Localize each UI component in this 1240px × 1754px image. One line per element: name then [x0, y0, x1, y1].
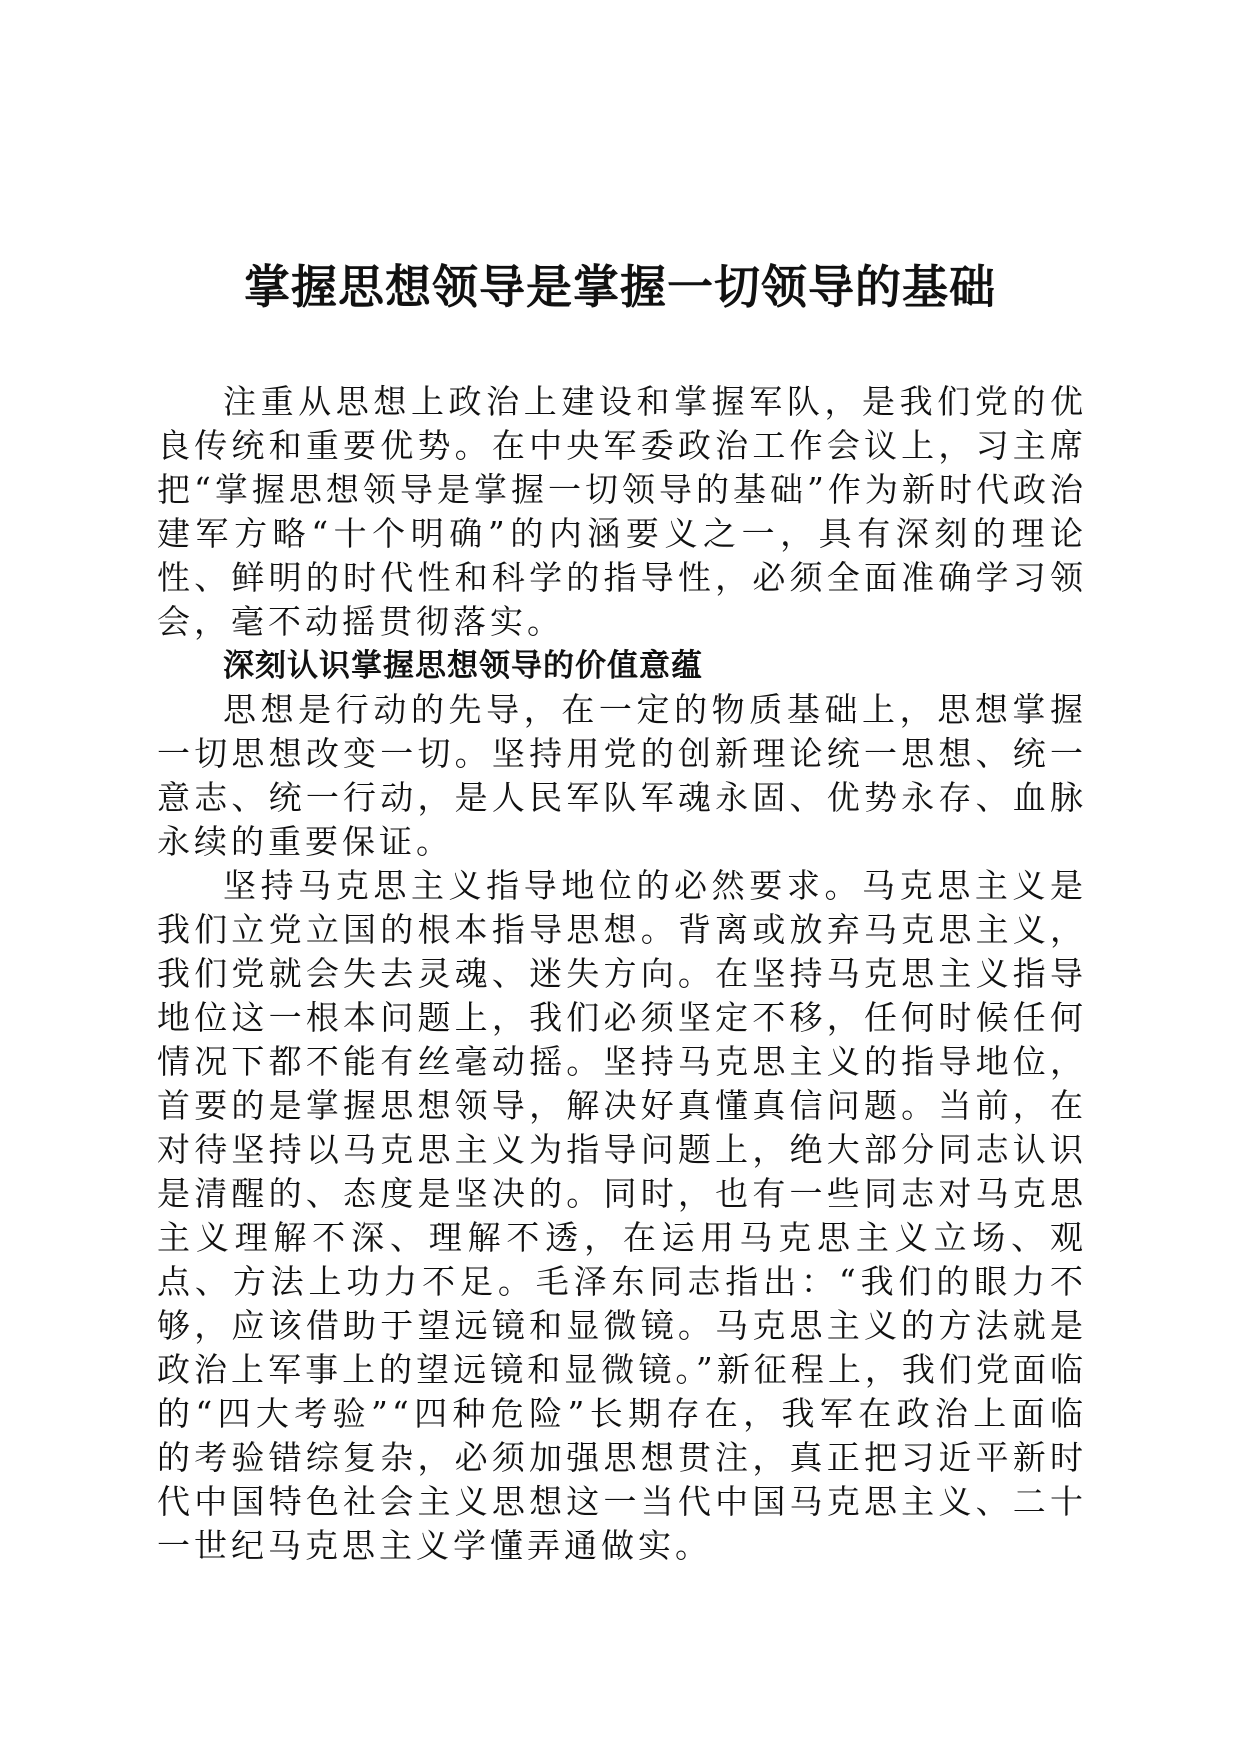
paragraph-marxism-guidance: 坚持马克思主义指导地位的必然要求。马克思主义是我们立党立国的根本指导思想。背离或放弃马克思主义，我们党就会失去灵魂、迷失方向。在坚持马克思主义指导地位这一根本问题上，我们必须坚定不移，任何时候任何情况下都不能有丝毫动摇。坚持马克思主义的指导地位，首要的是掌握思想领导，解决好真懂真信问题。当前，在对待坚持以马克思主义为指导问题上，绝大部分同志认识是清醒的、态度是坚决的。同时，也有一些同志对马克思主义理解不深、理解不透，在运用马克思主义立场、观点、方法上功力不足。毛泽东同志指出：“我们的眼力不够，应该借助于望远镜和显微镜。马克思主义的方法就是政治上军事上的望远镜和显微镜。”新征程上，我们党面临的“四大考验”“四种危险”长期存在，我军在政治上面临的考验错综复杂，必须加强思想贯注，真正把习近平新时代中国特色社会主义思想这一当代中国马克思主义、二十一世纪马克思主义学懂弄通做实。	[157, 866, 1087, 1565]
paragraph-intro: 注重从思想上政治上建设和掌握军队，是我们党的优良传统和重要优势。在中央军委政治工作会议上，习主席把“掌握思想领导是掌握一切领导的基础”作为新时代政治建军方略“十个明确”的内涵要义之一，具有深刻的理论性、鲜明的时代性和科学的指导性，必须全面准确学习领会，毫不动摇贯彻落实。	[157, 382, 1087, 641]
paragraph-thought-guide: 思想是行动的先导，在一定的物质基础上，思想掌握一切思想改变一切。坚持用党的创新理论统一思想、统一意志、统一行动，是人民军队军魂永固、优势永存、血脉永续的重要保证。	[157, 690, 1087, 861]
document-title: 掌握思想领导是掌握一切领导的基础	[244, 260, 996, 314]
section-heading: 深刻认识掌握思想领导的价值意蕴	[223, 648, 703, 684]
document-body	[157, 380, 1087, 1568]
